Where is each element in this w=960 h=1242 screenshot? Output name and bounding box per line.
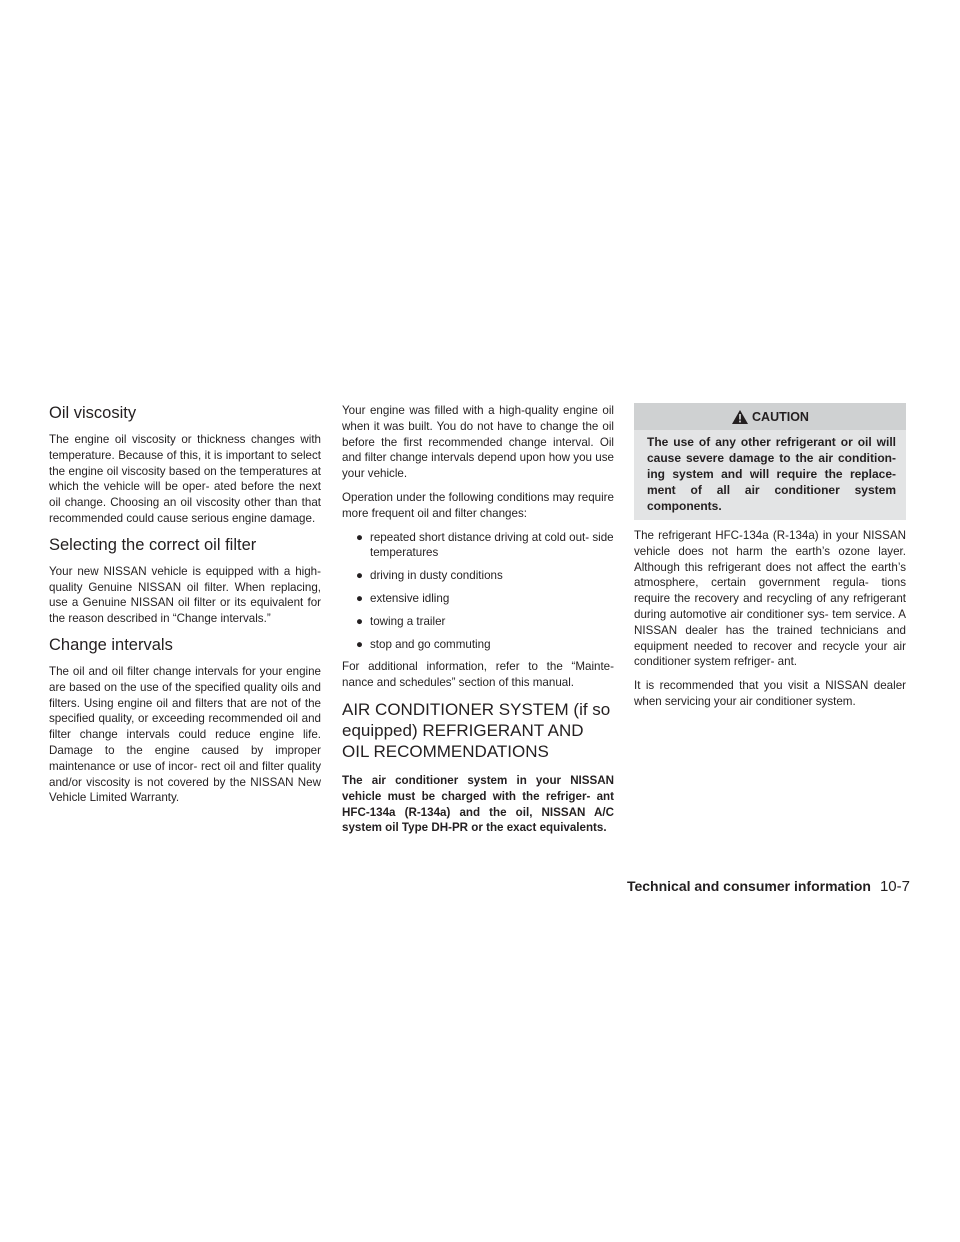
paragraph-conditions-intro: Operation under the following conditions may require more frequent oil and filter changes: — [342, 490, 614, 520]
page-footer — [620, 878, 910, 895]
paragraph-oil-filter: Your new NISSAN vehicle is equipped with a high-quality Genuine NISSAN oil filter. When replacing, use a Genuine NISSAN oil filter or its equivalent for the reason described in “Change intervals.” — [49, 564, 321, 626]
paragraph-change-intervals: The oil and oil filter change intervals for your engine are based on the use of the specified quality oils and filters. Using engine oil and filters that are not of the specified quality, or exceeding recommended oil and filter change intervals could reduce engine life. Damage to the engine caused by improper maintenance or use of incor- rect oil and filter quality and/or viscosity is not covered by the NISSAN New Vehicle Limited Warranty. — [49, 664, 321, 805]
caution-header — [634, 403, 906, 430]
column-middle — [342, 403, 614, 844]
paragraph-ac-refrigerant: The air conditioner system in your NISSAN vehicle must be charged with the refriger- ant HFC-134a (R-134a) and the oil, NISSAN A/C system oil Type DH-PR or the exact equivalents. — [342, 773, 614, 835]
list-item — [356, 591, 614, 607]
paragraph-oil-viscosity: The engine oil viscosity or thickness changes with temperature. Because of this, it is important to select the engine oil viscosity based on the temperatures at which the vehicle will be oper- ated before the next oil change. Choosing an oil viscosity other than that recommended could cause serious engine damage. — [49, 433, 321, 525]
list-item-text: extensive idling — [370, 591, 450, 605]
list-item-text: towing a trailer — [370, 614, 446, 628]
paragraph-additional-info: For additional information, refer to the “Mainte- nance and schedules” section of this manual. — [342, 660, 614, 690]
list-item — [356, 614, 614, 630]
bullet-icon: ● — [356, 637, 364, 651]
caution-label: CAUTION — [752, 409, 809, 424]
list-item-text: stop and go commuting — [370, 637, 491, 651]
bullet-icon: ● — [356, 614, 364, 628]
heading-air-conditioner-system: AIR CONDITIONER SYSTEM (if so equipped) REFRIGERANT AND OIL RECOMMENDATIONS — [342, 699, 611, 761]
list-item-text: repeated short distance driving at cold out- side temperatures — [370, 530, 614, 560]
heading-change-intervals: Change intervals — [49, 635, 173, 654]
paragraph-visit-dealer: It is recommended that you visit a NISSAN dealer when servicing your air conditioner system. — [634, 679, 906, 708]
list-item — [356, 530, 614, 562]
list-item-text: driving in dusty conditions — [370, 569, 503, 583]
caution-box — [634, 430, 906, 520]
column-right — [634, 403, 906, 718]
column-left — [49, 403, 321, 814]
bullet-icon: ● — [356, 569, 364, 583]
paragraph-refrigerant-ozone: The refrigerant HFC-134a (R-134a) in your NISSAN vehicle does not harm the earth’s ozone layer. Although this refrigerant does not affect the earth’s atmosphere, certain government regula- tions require the recovery and recycling of any refrigerant during automotive air conditioner sys- tem service. A NISSAN dealer has the trained technicians and equipment needed to recover and recycle your air conditioner system refriger- ant. — [634, 529, 906, 669]
list-item — [356, 637, 614, 653]
bullet-icon: ● — [356, 591, 364, 605]
conditions-list — [342, 530, 614, 653]
heading-oil-viscosity: Oil viscosity — [49, 404, 137, 422]
paragraph-engine-oil-filled: Your engine was filled with a high-quality engine oil when it was built. You do not have to change the oil before the first recommended change interval. Oil and filter change intervals depend upon how you use your vehicle. — [342, 404, 614, 481]
bullet-icon: ● — [356, 530, 364, 544]
page-number: 10-7 — [879, 878, 910, 895]
warning-triangle-icon — [731, 409, 749, 425]
caution-text: The use of any other refrigerant or oil will cause severe damage to the air condition- ing system and will require the replace- ment of all air conditioner system components. — [647, 435, 896, 513]
footer-section-title: Technical and consumer information — [626, 878, 871, 894]
list-item — [356, 568, 614, 584]
heading-oil-filter: Selecting the correct oil filter — [49, 535, 257, 554]
